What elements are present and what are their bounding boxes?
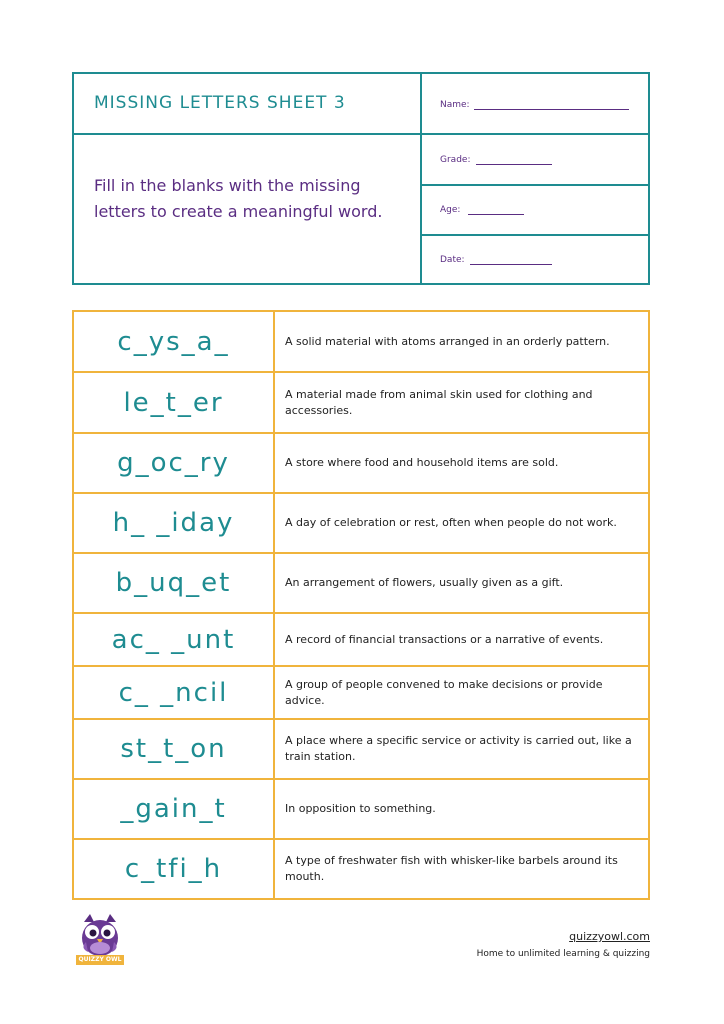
table-row: [74, 840, 648, 898]
date-field[interactable]: [422, 236, 648, 283]
word-table: [72, 310, 650, 900]
table-row: [74, 373, 648, 434]
definition: A record of financial transactions or a narrative of events.: [285, 632, 604, 646]
name-line[interactable]: [474, 109, 629, 110]
logo-text: QUIZZY OWL: [76, 955, 124, 965]
missing-word: c_tfi_h: [74, 840, 275, 898]
table-row: [74, 780, 648, 840]
instructions-text: Fill in the blanks with the missing letters to create a meaningful word.: [94, 176, 383, 221]
sheet-title: MISSING LETTERS SHEET 3: [94, 93, 346, 113]
definition: A material made from animal skin used for clothing and accessories.: [285, 387, 593, 417]
definition: An arrangement of flowers, usually given as a gift.: [285, 576, 564, 589]
age-field[interactable]: [422, 186, 648, 236]
definition: A solid material with atoms arranged in an orderly pattern.: [285, 334, 610, 348]
definition: A store where food and household items are sold.: [285, 456, 559, 469]
table-row: [74, 434, 648, 494]
age-line[interactable]: [468, 214, 524, 215]
definition: In opposition to something.: [285, 802, 436, 815]
instructions-cell: [74, 135, 422, 283]
name-label: Name:: [440, 100, 470, 110]
missing-word: c_ _ncil: [74, 667, 275, 718]
grade-field[interactable]: [422, 135, 648, 186]
grade-line[interactable]: [476, 164, 552, 165]
missing-word: c_ys_a_: [74, 312, 275, 371]
definition: A day of celebration or rest, often when people do not work.: [285, 516, 617, 529]
definition: A place where a specific service or activity is carried out, like a train station.: [285, 734, 632, 763]
missing-word: _gain_t: [74, 780, 275, 838]
site-link[interactable]: quizzyowl.com: [569, 930, 650, 943]
table-row: [74, 720, 648, 780]
missing-word: ac_ _unt: [74, 614, 275, 665]
missing-word: b_uq_et: [74, 554, 275, 612]
worksheet-header: [72, 72, 650, 285]
age-label: Age:: [440, 205, 461, 215]
grade-label: Grade:: [440, 155, 471, 165]
table-row: [74, 494, 648, 554]
table-row: [74, 667, 648, 720]
table-row: [74, 312, 648, 373]
tagline: Home to unlimited learning & quizzing: [476, 949, 650, 959]
table-row: [74, 554, 648, 614]
definition: A group of people convened to make decisions or provide advice.: [285, 677, 603, 707]
title-cell: [74, 74, 422, 135]
definition: A type of freshwater fish with whisker-like barbels around its mouth.: [285, 854, 618, 883]
missing-word: le_t_er: [74, 373, 275, 432]
date-line[interactable]: [470, 264, 552, 265]
name-field[interactable]: [422, 74, 648, 135]
missing-word: st_t_on: [74, 720, 275, 778]
date-label: Date:: [440, 255, 465, 265]
missing-word: g_oc_ry: [74, 434, 275, 492]
missing-word: h_ _iday: [74, 494, 275, 552]
table-row: [74, 614, 648, 667]
